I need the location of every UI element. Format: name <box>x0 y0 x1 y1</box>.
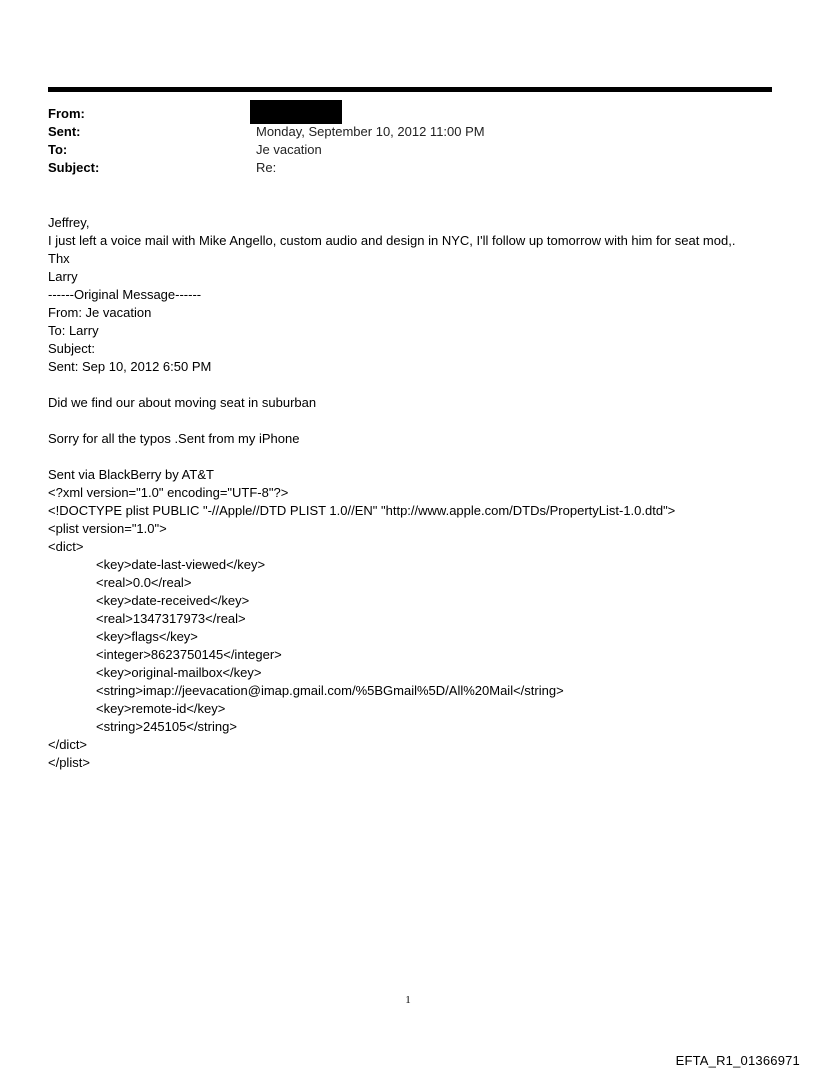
dict-line: <real>0.0</real> <box>96 575 192 590</box>
sent-label: Sent: <box>48 124 81 139</box>
from-row <box>48 105 772 123</box>
spacer <box>48 376 768 394</box>
original-sent: Sent: Sep 10, 2012 6:50 PM <box>48 359 212 374</box>
to-value: Je vacation <box>256 142 322 157</box>
xml-declaration: <?xml version="1.0" encoding="UTF-8"?> <box>48 485 289 500</box>
dict-line: <string>245105</string> <box>96 719 237 734</box>
redaction-block <box>250 100 342 124</box>
greeting: Jeffrey, <box>48 215 90 230</box>
spacer <box>48 448 768 466</box>
to-row <box>48 141 772 159</box>
subject-label: Subject: <box>48 160 100 175</box>
subject-value: Re: <box>256 160 277 175</box>
dict-line: <key>remote-id</key> <box>96 701 226 716</box>
from-label: From: <box>48 106 85 121</box>
dict-line: <string>imap://jeevacation@imap.gmail.com/%5BGmail%5D/All%20Mail</string> <box>96 683 564 698</box>
subject-row <box>48 159 772 177</box>
plist-close: </plist> <box>48 755 90 770</box>
sent-row <box>48 123 772 141</box>
plist-open: <plist version="1.0"> <box>48 521 167 536</box>
original-message-marker: ------Original Message------ <box>48 287 202 302</box>
page-number: 1 <box>405 994 411 1006</box>
dict-line: <real>1347317973</real> <box>96 611 246 626</box>
original-subject: Subject: <box>48 341 95 356</box>
dict-line: <key>original-mailbox</key> <box>96 665 262 680</box>
dict-line: <key>date-last-viewed</key> <box>96 557 266 572</box>
email-header <box>48 105 772 177</box>
header-divider <box>48 87 772 92</box>
dict-line: <integer>8623750145</integer> <box>96 647 282 662</box>
dict-line: <key>flags</key> <box>96 629 198 644</box>
signature: Larry <box>48 269 78 284</box>
doctype-line: <!DOCTYPE plist PUBLIC "-//Apple//DTD PLIST 1.0//EN" "http://www.apple.com/DTDs/PropertyList-1.0.dtd"> <box>48 503 676 518</box>
dict-close: </dict> <box>48 737 88 752</box>
original-signoff: Sorry for all the typos .Sent from my iPhone <box>48 431 300 446</box>
to-label: To: <box>48 142 68 157</box>
spacer <box>48 412 768 430</box>
original-question: Did we find our about moving seat in suburban <box>48 395 317 410</box>
original-to: To: Larry <box>48 323 99 338</box>
sent-value: Monday, September 10, 2012 11:00 PM <box>256 124 485 139</box>
dict-open: <dict> <box>48 539 84 554</box>
message-text: I just left a voice mail with Mike Angello, custom audio and design in NYC, I'll follow up tomorrow with him for seat mod,. <box>48 233 736 248</box>
document-id: EFTA_R1_01366971 <box>675 1053 800 1068</box>
email-body <box>48 214 768 772</box>
blackberry-signature: Sent via BlackBerry by AT&T <box>48 467 214 482</box>
dict-line: <key>date-received</key> <box>96 593 250 608</box>
original-from: From: Je vacation <box>48 305 152 320</box>
thanks-text: Thx <box>48 251 70 266</box>
